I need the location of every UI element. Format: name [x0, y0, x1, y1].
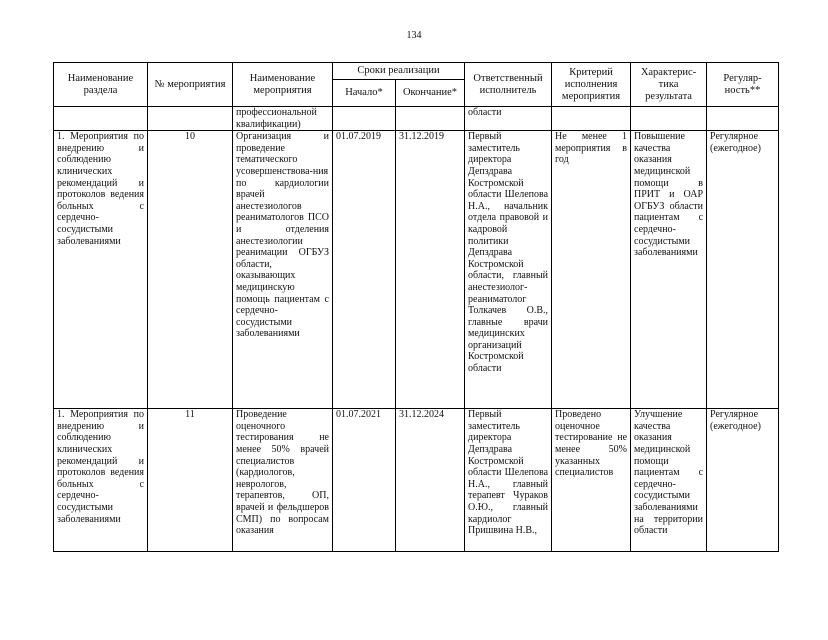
- cell-section: 1. Мероприятия по внедрению и соблюдению клинических рекомендаций и протоколов ведения больных с сердечно-сосудистыми заболеваниями: [54, 131, 148, 409]
- activity-plan-table: [53, 62, 779, 552]
- cell-activity: профессиональной квалификации): [233, 107, 333, 131]
- cell-activity: Проведение оценочного тестирования не менее 50% врачей специалистов (кардиологов, неврологов, терапевтов, ОП, врачей и фельдшеров СМП) по вопросам оказания: [233, 409, 333, 552]
- table-row: [54, 409, 779, 552]
- cell-section: 1. Мероприятия по внедрению и соблюдению клинических рекомендаций и протоколов ведения больных с сердечно-сосудистыми заболеваниями: [54, 409, 148, 552]
- cell-start: [333, 107, 396, 131]
- header-criterion: Критерий исполнения мероприятия: [552, 63, 631, 107]
- cell-number: 11: [148, 409, 233, 552]
- header-activity: Наименование мероприятия: [233, 63, 333, 107]
- cell-criterion: Проведено оценочное тестирование не менее 50% указанных специалистов: [552, 409, 631, 552]
- cell-end: [396, 107, 465, 131]
- cell-result: [631, 107, 707, 131]
- cell-start: 01.07.2019: [333, 131, 396, 409]
- cell-result: Улучшение качества оказания медицинской помощи пациентам с сердечно-сосудистыми заболеваниями на территории области: [631, 409, 707, 552]
- cell-criterion: Не менее 1 мероприятия в год: [552, 131, 631, 409]
- header-number: № мероприятия: [148, 63, 233, 107]
- cell-number: [148, 107, 233, 131]
- table-row: [54, 107, 779, 131]
- table-header-row: [54, 63, 779, 80]
- header-regularity: Регуляр-ность**: [707, 63, 779, 107]
- header-end: Окончание*: [396, 80, 465, 107]
- cell-responsible: Первый заместитель директора Депздрава Костромской области Шелепова Н.А., начальник отдела правовой и кадровой политики Депздрава Костромской области, главный анестезиолог-реаниматолог Толкачев О.В., главные врачи медицинских организаций Костромской области: [465, 131, 552, 409]
- cell-end: 31.12.2019: [396, 131, 465, 409]
- cell-criterion: [552, 107, 631, 131]
- cell-result: Повышение качества оказания медицинской помощи в ПРИТ и ОАР ОГБУЗ области пациентам с сердечно-сосудистыми заболеваниями: [631, 131, 707, 409]
- header-responsible: Ответственный исполнитель: [465, 63, 552, 107]
- cell-start: 01.07.2021: [333, 409, 396, 552]
- cell-regularity: Регулярное (ежегодное): [707, 409, 779, 552]
- cell-section: [54, 107, 148, 131]
- header-period: Сроки реализации: [333, 63, 465, 80]
- cell-end: 31.12.2024: [396, 409, 465, 552]
- page-number: 134: [406, 30, 422, 41]
- table-row: [54, 131, 779, 409]
- cell-activity: Организация и проведение тематического усовершенствова-ния по кардиологии врачей анестезиологов реаниматологов ПСО и отделения анестезиологии реанимации ОГБУЗ области, оказывающих медицинскую помощь пациентам с сердечно-сосудистыми заболеваниями: [233, 131, 333, 409]
- cell-regularity: Регулярное (ежегодное): [707, 131, 779, 409]
- header-result: Характерис-тика результата: [631, 63, 707, 107]
- cell-number: 10: [148, 131, 233, 409]
- header-section: Наименование раздела: [54, 63, 148, 107]
- cell-responsible: Первый заместитель директора Депздрава Костромской области Шелепова Н.А., главный терапевт Чураков О.Ю., главный кардиолог Пришвина Н.В.,: [465, 409, 552, 552]
- cell-regularity: [707, 107, 779, 131]
- cell-responsible: области: [465, 107, 552, 131]
- header-start: Начало*: [333, 80, 396, 107]
